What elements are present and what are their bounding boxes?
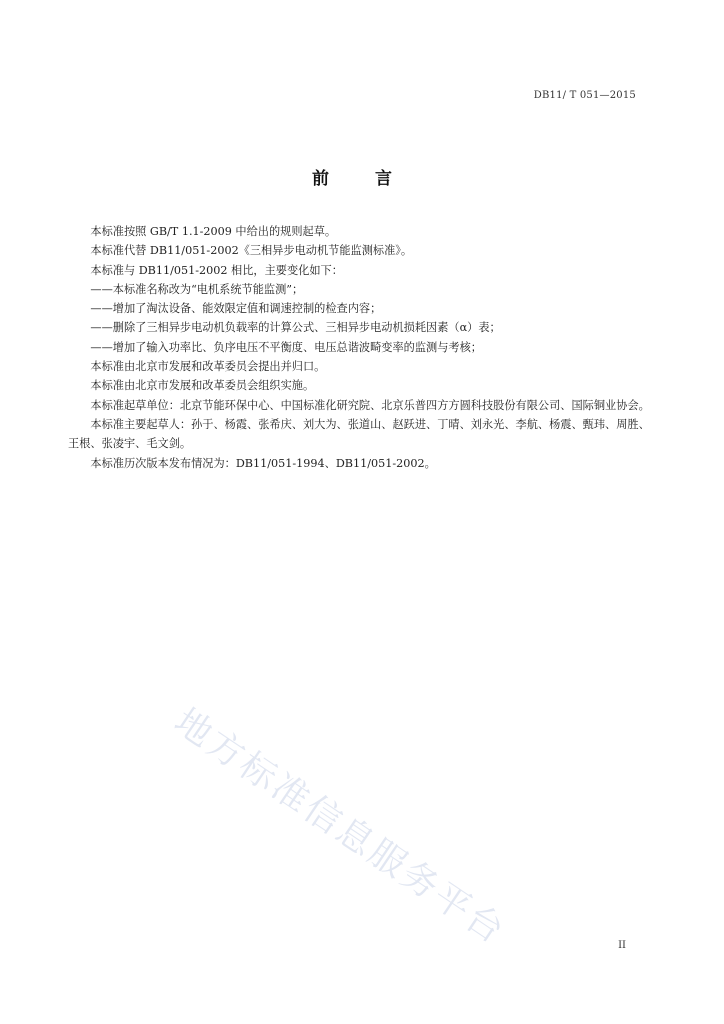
paragraph-drafting-units: 本标准起草单位：北京节能环保中心、中国标准化研究院、北京乐普四方方圆科技股份有限公司、国际铜业协会。 [90, 398, 650, 412]
page-number: II [618, 940, 626, 951]
document-code: DB11/ T 051—2015 [533, 90, 636, 101]
foreword-body [68, 222, 653, 473]
paragraph-drafters: 本标准主要起草人：孙于、杨霞、张希庆、刘大为、张道山、赵跃进、丁晴、刘永光、李航、杨震、甄玮、周胜、王根、张凌宇、毛文剑。 [68, 417, 650, 451]
paragraph-implemented-by: 本标准由北京市发展和改革委员会组织实施。 [90, 379, 315, 393]
page-title: 前 言 [312, 169, 412, 189]
change-item-name: ——本标准名称改为“电机系统节能监测”； [90, 282, 304, 296]
paragraph-changes-intro: 本标准与 DB11/051-2002 相比，主要变化如下： [90, 263, 343, 277]
change-item-added: ——增加了输入功率比、负序电压不平衡度、电压总谐波畸变率的监测与考核； [90, 340, 482, 354]
change-item-checks: ——增加了淘汰设备、能效限定值和调速控制的检查内容； [90, 302, 382, 316]
paragraph-drafting-rules: 本标准按照 GB/T 1.1-2009 中给出的规则起草。 [90, 225, 337, 238]
paragraph-replaces: 本标准代替 DB11/051-2002《三相异步电动机节能监测标准》。 [90, 244, 413, 258]
watermark-text: 地方标准信息服务平台 [166, 700, 514, 954]
paragraph-history: 本标准历次版本发布情况为：DB11/051-1994、DB11/051-2002。 [90, 456, 436, 470]
change-item-deleted: ——删除了三相异步电动机负载率的计算公式、三相异步电动机损耗因素（α）表； [90, 321, 501, 335]
paragraph-proposed-by: 本标准由北京市发展和改革委员会提出并归口。 [90, 360, 326, 374]
